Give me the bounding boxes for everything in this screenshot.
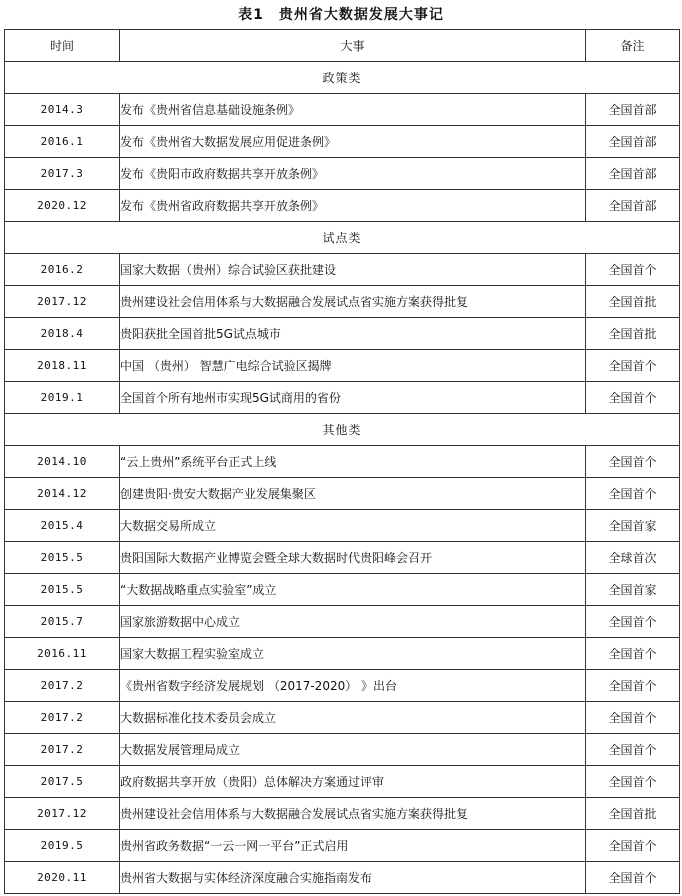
event-cell: 贵州建设社会信用体系与大数据融合发展试点省实施方案获得批复 (120, 798, 586, 830)
time-cell: 2014.10 (5, 446, 120, 478)
event-cell: 发布《贵阳市政府数据共享开放条例》 (120, 158, 586, 190)
table-row (5, 126, 680, 158)
time-cell: 2020.11 (5, 862, 120, 894)
event-cell: 大数据发展管理局成立 (120, 734, 586, 766)
category-label: 其他类 (5, 414, 680, 446)
event-cell: 《贵州省数字经济发展规划 （2017-2020） 》出台 (120, 670, 586, 702)
category-row (5, 222, 680, 254)
time-cell: 2016.11 (5, 638, 120, 670)
table-row (5, 286, 680, 318)
time-cell: 2017.2 (5, 734, 120, 766)
category-row (5, 62, 680, 94)
table-row (5, 190, 680, 222)
note-cell: 全国首个 (586, 606, 680, 638)
table-row (5, 382, 680, 414)
time-cell: 2016.2 (5, 254, 120, 286)
note-cell: 全国首部 (586, 94, 680, 126)
events-table (4, 29, 680, 894)
note-cell: 全国首个 (586, 254, 680, 286)
time-cell: 2020.12 (5, 190, 120, 222)
table-row (5, 638, 680, 670)
time-cell: 2018.4 (5, 318, 120, 350)
table-row (5, 702, 680, 734)
note-cell: 全国首个 (586, 766, 680, 798)
event-cell: 全国首个所有地州市实现5G试商用的省份 (120, 382, 586, 414)
time-cell: 2019.1 (5, 382, 120, 414)
table-title: 表1 贵州省大数据发展大事记 (238, 7, 444, 23)
event-cell: 贵州省政务数据“一云一网一平台”正式启用 (120, 830, 586, 862)
time-cell: 2015.5 (5, 574, 120, 606)
note-cell: 全国首个 (586, 446, 680, 478)
event-cell: 贵阳国际大数据产业博览会暨全球大数据时代贵阳峰会召开 (120, 542, 586, 574)
table-row (5, 670, 680, 702)
time-cell: 2017.5 (5, 766, 120, 798)
time-cell: 2018.11 (5, 350, 120, 382)
table-row (5, 798, 680, 830)
event-cell: 大数据标准化技术委员会成立 (120, 702, 586, 734)
event-cell: “大数据战略重点实验室”成立 (120, 574, 586, 606)
category-row (5, 414, 680, 446)
event-cell: 大数据交易所成立 (120, 510, 586, 542)
note-cell: 全国首个 (586, 670, 680, 702)
table-row (5, 478, 680, 510)
time-cell: 2016.1 (5, 126, 120, 158)
note-cell: 全国首个 (586, 734, 680, 766)
table-row (5, 606, 680, 638)
note-cell: 全国首批 (586, 798, 680, 830)
category-label: 政策类 (5, 62, 680, 94)
note-cell: 全国首个 (586, 862, 680, 894)
table-row (5, 734, 680, 766)
event-cell: 国家旅游数据中心成立 (120, 606, 586, 638)
table-row (5, 318, 680, 350)
table-row (5, 574, 680, 606)
event-cell: 国家大数据（贵州）综合试验区获批建设 (120, 254, 586, 286)
time-cell: 2015.7 (5, 606, 120, 638)
event-cell: 中国 （贵州） 智慧广电综合试验区揭牌 (120, 350, 586, 382)
event-cell: 国家大数据工程实验室成立 (120, 638, 586, 670)
event-cell: 贵阳获批全国首批5G试点城市 (120, 318, 586, 350)
note-cell: 全国首部 (586, 126, 680, 158)
table-row (5, 510, 680, 542)
event-cell: 政府数据共享开放（贵阳）总体解决方案通过评审 (120, 766, 586, 798)
event-cell: 创建贵阳·贵安大数据产业发展集聚区 (120, 478, 586, 510)
category-label: 试点类 (5, 222, 680, 254)
time-cell: 2017.12 (5, 286, 120, 318)
table-row (5, 862, 680, 894)
note-cell: 全国首家 (586, 574, 680, 606)
table-row (5, 446, 680, 478)
note-cell: 全球首次 (586, 542, 680, 574)
note-cell: 全国首个 (586, 830, 680, 862)
note-cell: 全国首个 (586, 478, 680, 510)
event-cell: 贵州省大数据与实体经济深度融合实施指南发布 (120, 862, 586, 894)
table-row (5, 350, 680, 382)
time-cell: 2015.4 (5, 510, 120, 542)
table-row (5, 830, 680, 862)
event-cell: 发布《贵州省大数据发展应用促进条例》 (120, 126, 586, 158)
time-cell: 2015.5 (5, 542, 120, 574)
event-cell: 发布《贵州省政府数据共享开放条例》 (120, 190, 586, 222)
event-cell: 发布《贵州省信息基础设施条例》 (120, 94, 586, 126)
header-row (5, 30, 680, 62)
time-cell: 2014.3 (5, 94, 120, 126)
table-row (5, 94, 680, 126)
note-cell: 全国首部 (586, 190, 680, 222)
header-time: 时间 (5, 30, 120, 62)
note-cell: 全国首个 (586, 382, 680, 414)
time-cell: 2014.12 (5, 478, 120, 510)
time-cell: 2019.5 (5, 830, 120, 862)
time-cell: 2017.2 (5, 702, 120, 734)
table-row (5, 254, 680, 286)
note-cell: 全国首个 (586, 702, 680, 734)
time-cell: 2017.2 (5, 670, 120, 702)
event-cell: 贵州建设社会信用体系与大数据融合发展试点省实施方案获得批复 (120, 286, 586, 318)
header-note: 备注 (586, 30, 680, 62)
note-cell: 全国首个 (586, 350, 680, 382)
note-cell: 全国首批 (586, 286, 680, 318)
time-cell: 2017.12 (5, 798, 120, 830)
table-body (5, 62, 680, 894)
table-row (5, 158, 680, 190)
event-cell: “云上贵州”系统平台正式上线 (120, 446, 586, 478)
note-cell: 全国首部 (586, 158, 680, 190)
table-row (5, 766, 680, 798)
note-cell: 全国首批 (586, 318, 680, 350)
header-event: 大事 (120, 30, 586, 62)
note-cell: 全国首个 (586, 638, 680, 670)
time-cell: 2017.3 (5, 158, 120, 190)
note-cell: 全国首家 (586, 510, 680, 542)
table-row (5, 542, 680, 574)
